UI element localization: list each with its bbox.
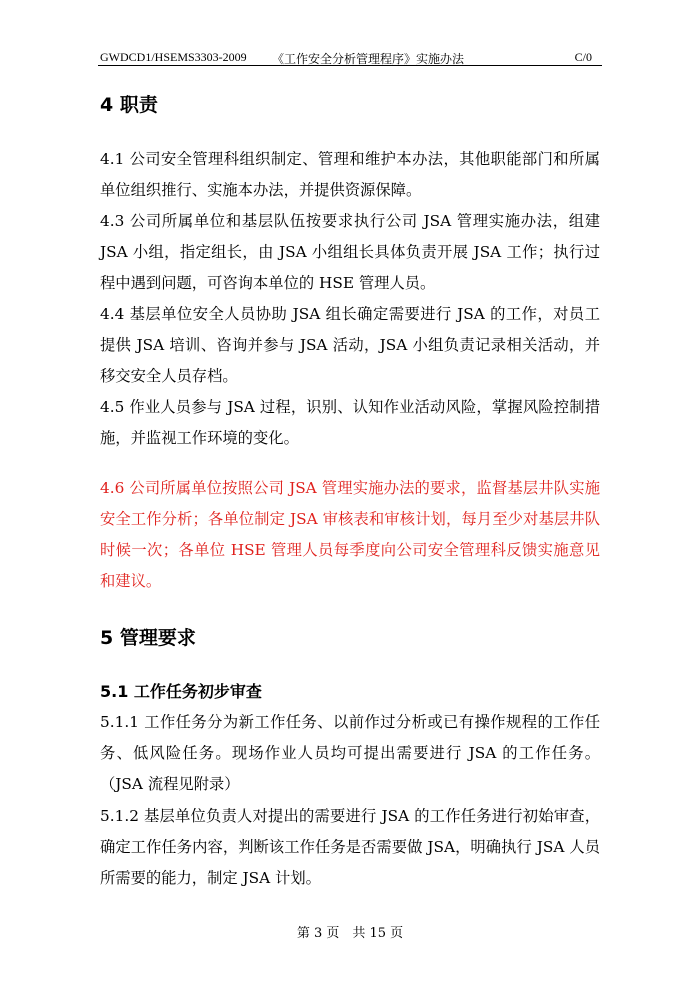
paragraph-4-3: 4.3 公司所属单位和基层队伍按要求执行公司 JSA 管理实施办法，组建 JSA 小组，指定组长，由 JSA 小组组长具体负责开展 JSA 工作；执行过程中遇到问题，可咨询本单位的 HSE 管理人员。 xyxy=(100,212,600,292)
header-rule xyxy=(98,65,602,66)
paragraph-5-1-1: 5.1.1 工作任务分为新工作任务、以前作过分析或已有操作规程的工作任务、低风险任务。现场作业人员均可提出需要进行 JSA 的工作任务。（JSA 流程见附录） xyxy=(100,713,600,793)
section-4-heading: 4 职责 xyxy=(100,94,158,116)
paragraph-4-1: 4.1 公司安全管理科组织制定、管理和维护本办法，其他职能部门和所属单位组织推行、实施本办法，并提供资源保障。 xyxy=(100,150,600,199)
paragraph-4-4: 4.4 基层单位安全人员协助 JSA 组长确定需要进行 JSA 的工作，对员工提供 JSA 培训、咨询并参与 JSA 活动，JSA 小组负责记录相关活动，并移交安全人员存档。 xyxy=(100,305,600,385)
subsection-5-1-heading: 5.1 工作任务初步审查 xyxy=(100,682,262,701)
revision-label: C/0 xyxy=(574,50,592,64)
page-header xyxy=(100,50,600,64)
paragraph-4-5: 4.5 作业人员参与 JSA 过程，识别、认知作业活动风险，掌握风险控制措施，并监视工作环境的变化。 xyxy=(100,398,600,447)
document-code: GWDCD1/HSEMS3303-2009 xyxy=(100,50,247,64)
document-title: 《工作安全分析管理程序》实施办法 xyxy=(272,52,465,66)
paragraph-4-6-highlighted: 4.6 公司所属单位按照公司 JSA 管理实施办法的要求，监督基层井队实施安全工作分析；各单位制定 JSA 审核表和审核计划，每月至少对基层井队时候一次；各单位 HSE 管理人员每季度向公司安全管理科反馈实施意见和建议。 xyxy=(100,479,600,590)
section-5-heading: 5 管理要求 xyxy=(100,627,196,649)
page-number: 第 3 页 共 15 页 xyxy=(296,926,404,941)
paragraph-5-1-2: 5.1.2 基层单位负责人对提出的需要进行 JSA 的工作任务进行初始审查，确定工作任务内容，判断该工作任务是否需要做 JSA，明确执行 JSA 人员所需要的能力，制定 JSA 计划。 xyxy=(100,807,600,887)
